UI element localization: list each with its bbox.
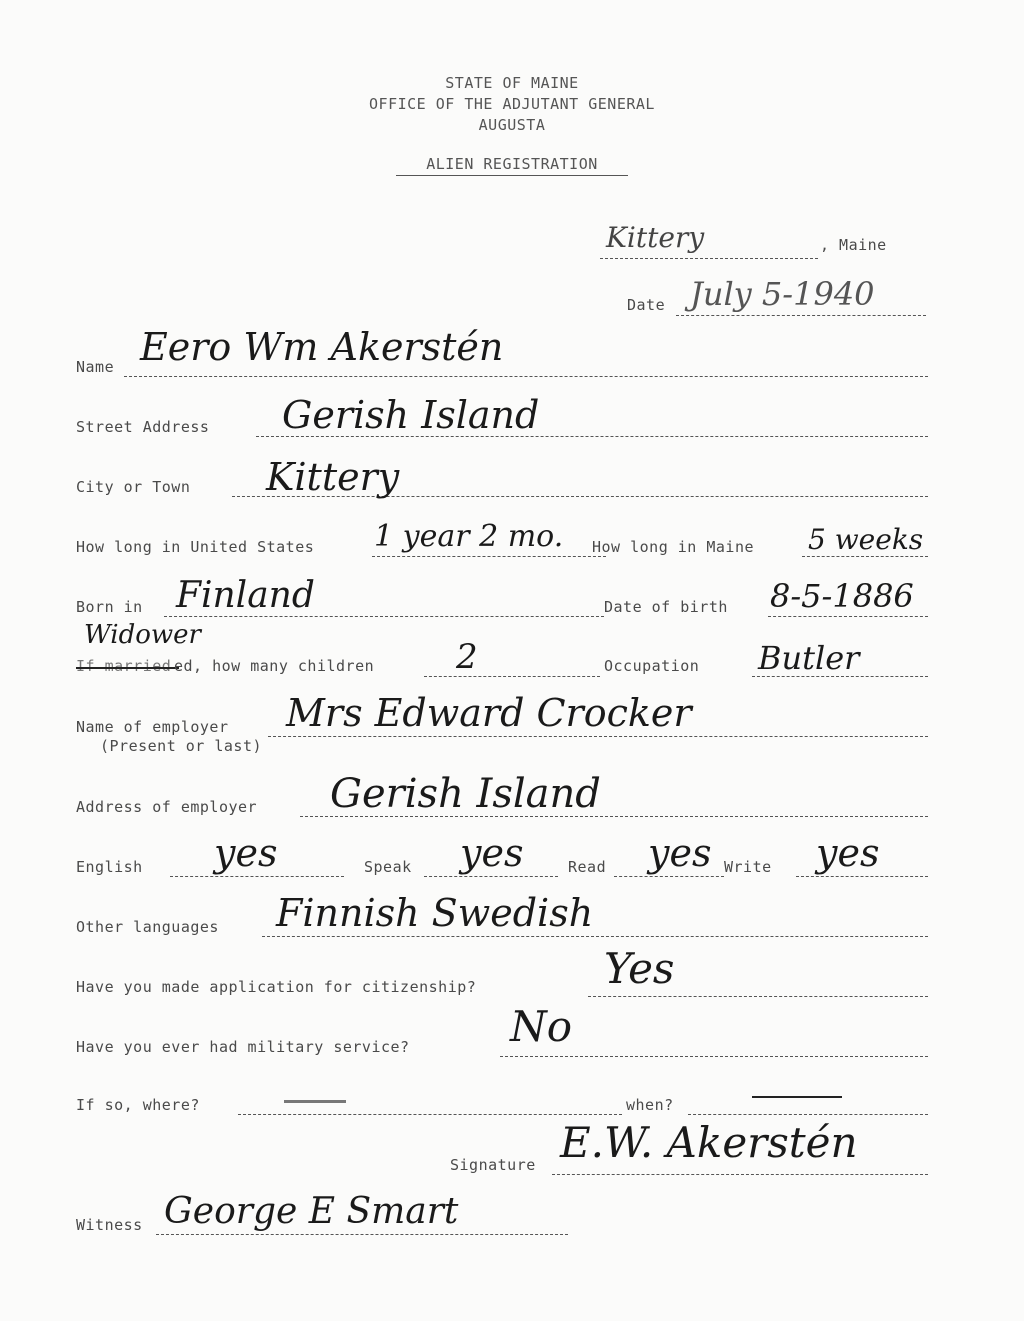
title-underline	[396, 175, 628, 176]
date-line	[676, 315, 926, 316]
witness-label: Witness	[76, 1216, 143, 1234]
date-of-birth-line	[768, 616, 928, 617]
where-label: If so, where?	[76, 1096, 200, 1114]
maine-label: , Maine	[820, 236, 887, 254]
where-line	[238, 1114, 622, 1115]
employer-address-value: Gerish Island	[330, 771, 601, 817]
city-value: Kittery	[266, 455, 400, 499]
military-value: No	[510, 1002, 573, 1051]
english-value: yes	[214, 831, 278, 875]
read-line	[614, 876, 724, 877]
how-long-maine-label: How long in Maine	[592, 538, 755, 556]
town-value: Kittery	[606, 221, 705, 254]
write-label: Write	[724, 858, 772, 876]
street-label: Street Address	[76, 418, 210, 436]
employer-label: Name of employer	[76, 718, 229, 736]
city-label: City or Town	[76, 478, 191, 496]
signature-value: E.W. Akerstén	[560, 1118, 858, 1167]
where-dash-mark	[284, 1100, 346, 1103]
street-value: Gerish Island	[282, 393, 540, 437]
header-office: OFFICE OF THE ADJUTANT GENERAL	[369, 95, 655, 113]
signature-line	[552, 1174, 928, 1175]
speak-value: yes	[460, 831, 524, 875]
how-long-us-value: 1 year 2 mo.	[374, 519, 564, 554]
name-value: Eero Wm Akerstén	[140, 325, 504, 369]
born-in-value: Finland	[176, 575, 315, 616]
children-label: ed, how many children	[174, 657, 375, 675]
when-dash-mark	[752, 1096, 842, 1098]
military-label: Have you ever had military service?	[76, 1038, 410, 1056]
other-languages-line	[262, 936, 928, 937]
read-value: yes	[648, 831, 712, 875]
citizenship-label: Have you made application for citizenship?	[76, 978, 477, 996]
name-line	[124, 376, 928, 377]
married-struck-label: If married	[76, 657, 172, 675]
employer-note: (Present or last)	[100, 737, 263, 755]
signature-label: Signature	[450, 1156, 536, 1174]
english-line	[170, 876, 344, 877]
when-line	[688, 1114, 928, 1115]
witness-value: George E Smart	[164, 1191, 459, 1232]
employer-line	[268, 736, 928, 737]
employer-value: Mrs Edward Crocker	[286, 691, 692, 735]
other-languages-label: Other languages	[76, 918, 219, 936]
speak-label: Speak	[364, 858, 412, 876]
citizenship-line	[588, 996, 928, 997]
header-state: STATE OF MAINE	[445, 74, 579, 92]
born-in-line	[164, 616, 604, 617]
how-long-maine-value: 5 weeks	[808, 523, 924, 556]
header-city: AUGUSTA	[478, 116, 546, 134]
married-strikethrough	[76, 667, 179, 669]
born-in-label: Born in	[76, 598, 143, 616]
citizenship-value: Yes	[604, 944, 675, 993]
how-long-us-label: How long in United States	[76, 538, 315, 556]
occupation-value: Butler	[758, 639, 860, 677]
children-line	[424, 676, 600, 677]
when-label: when?	[626, 1096, 674, 1114]
employer-address-label: Address of employer	[76, 798, 258, 816]
other-languages-value: Finnish Swedish	[276, 891, 594, 935]
read-label: Read	[568, 858, 607, 876]
form-title: ALIEN REGISTRATION	[426, 155, 598, 173]
date-of-birth-value: 8-5-1886	[770, 577, 914, 615]
english-label: English	[76, 858, 143, 876]
write-value: yes	[816, 831, 880, 875]
how-long-maine-line	[802, 556, 928, 557]
speak-line	[424, 876, 558, 877]
date-value: July 5-1940	[690, 275, 875, 313]
name-label: Name	[76, 358, 115, 376]
marital-value: Widower	[84, 620, 201, 650]
military-line	[500, 1056, 928, 1057]
how-long-us-line	[372, 556, 606, 557]
occupation-label: Occupation	[604, 657, 700, 675]
date-of-birth-label: Date of birth	[604, 598, 728, 616]
date-label: Date	[627, 296, 666, 314]
witness-line	[156, 1234, 568, 1235]
children-value: 2	[456, 637, 478, 677]
town-line	[600, 258, 818, 259]
write-line	[796, 876, 928, 877]
